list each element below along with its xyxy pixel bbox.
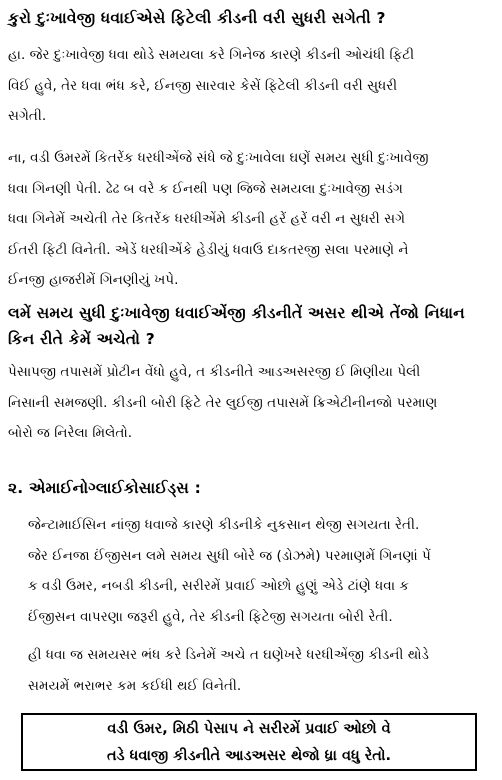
section-3-paragraph-1: જેન્ટામાઈસિન નાંજી ધવાજે કારણે કીડનીકે નુકસાન થેજી સગયતા રેતી. જેર ઈનજા ઈંજીસન લમે સમય સુધી બોરે જ (ડોઝમે) પરમાણમેં ગિનણાં પેં ક વડી ઉમર, નબડી કીડની, સરીરમેં પ્રવાઈ ઓછો હુણું એડે ટાંણે ધવા ક ઈંજીસન વાપરણા જરૂરી હુવે, તેર કીડની ફિટેજી સગયતા બોરી રેતી. bbox=[28, 517, 431, 625]
section-2-paragraph-1: પેસાપજી તપાસમેં પ્રોટીન વેંધો હુવે, ત કીડનીતે આડઅસરજી ઈ મિણીયા પેલી નિસાની સમજણી. કીડની બોરી ફિટે તેર લુઈજી તપાસમેં ક્રિએટીનીનજો પરમાણ બોરો જ નિરેલા મિલેતો. bbox=[8, 364, 438, 441]
section-heading-3: ૨. એમાઈનોગ્લાઈકોસાઈડ્સ : bbox=[8, 479, 201, 497]
section-heading-2: લમેં સમય સુધી દુઃખાવેજી ધવાઈએંજી કીડનીતેં અસર થીએ તેંજો નિધાન કિન રીતે કેમેં અચેતો ? bbox=[8, 304, 465, 348]
section-1-paragraph-2: ના, વડી ઉમરમેં કિતરેંક ધરધીએંજે સંધે જે દુઃખાવેલા ઘણેં સમય સુધી દુઃખાવેજી ધવા ગિનણી પેતી. ઢેઢ બ વરે ક ઈનથી પણ જિજે સમયલા દુઃખાવેજી સડંગ ધવા ગિનેમેં અચેતી તેર કિતરેંક ધરધીએંમે કીડની હરેં હરેં વરી ન સુધરી સગે ઈતરી ફિટી વિનેતી. એડેં ધરધીએંકે હેડીયું ધવાઉ દાકતરજી સલા પરમાણે ને ઈનજી હાજરીમેં ગિનણીયું ખપે. bbox=[8, 150, 429, 288]
highlight-callout-box: વડી ઉમર, મિઠી પેસાપ ને સરીરમેં પ્રવાઈ ઓછો વે તડે ધવાજી કીડનીતે આડઅસર થેજો ધ્રા વધુ રેતો. bbox=[21, 713, 477, 771]
section-1-paragraph-1: હા. જેર દુઃખાવેજી ધવા થોડે સમયલા કરે ગિનેજ કારણે કીડની ઓચંધી ફિટી વિઈ હુવે, તેર ધવા ભંધ કરે, ઈનજી સારવાર કેસેં ફિટેલી કીડની વરી સુધરી સગેતી. bbox=[8, 47, 415, 124]
section-heading-1: કુરો દુઃખાવેજી ધવાઈએસે ફિટેલી કીડની વરી સુધરી સગેતી ? bbox=[8, 9, 386, 27]
section-3-paragraph-2: હી ધવા જ સમયસર ભંધ કરે ડિનેમેં અચે ત ઘણેખરે ધરધીએંજી કીડની થોડે સમયમેં ભરાભર કમ કઈધી થઈ વિનેતી. bbox=[28, 647, 430, 694]
